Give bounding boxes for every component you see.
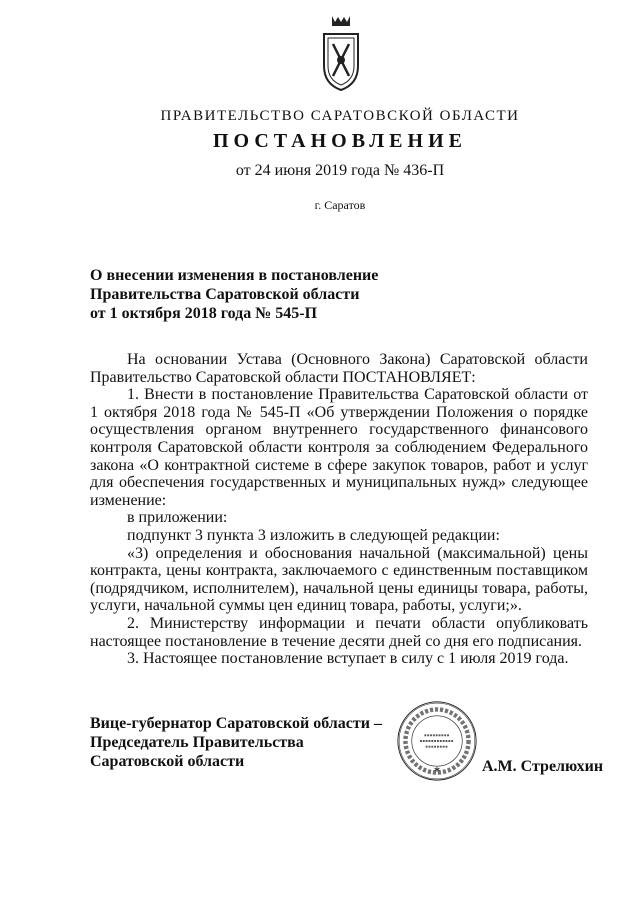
title-line: О внесении изменения в постановление bbox=[90, 267, 379, 284]
position-line: Председатель Правительства bbox=[90, 734, 304, 751]
title-line: Правительства Саратовской области bbox=[90, 286, 360, 303]
body-paragraph: На основании Устава (Основного Закона) Саратовской области Правительство Саратовской области ПОСТАНОВЛЯЕТ: bbox=[90, 351, 588, 386]
official-stamp bbox=[396, 700, 478, 782]
signatory-position bbox=[90, 714, 382, 771]
signatory-name: А.М. Стрелюхин bbox=[482, 758, 604, 775]
body-paragraph: 2. Министерству информации и печати области опубликовать настоящее постановление в течение десяти дней со дня его подписания. bbox=[90, 614, 588, 650]
coat-of-arms-emblem bbox=[318, 14, 364, 94]
document-date-number: от 24 июня 2019 года № 436-П bbox=[235, 162, 445, 179]
body-paragraph: 1. Внести в постановление Правительства Саратовской области от 1 октября 2018 года № 545-П «Об утверждении Положения о порядке осуществления органом внутреннего государственного финансового контроля Саратовской области контроля за соблюдением Федерального закона «О контрактной системе в сфере закупок товаров, работ и услуг для обеспечения государственных и муниципальных нужд» следующее изменение: bbox=[90, 386, 588, 509]
position-line: Саратовской области bbox=[90, 753, 245, 770]
document-body bbox=[90, 351, 588, 668]
position-line: Вице-губернатор Саратовской области – bbox=[90, 715, 382, 732]
body-paragraph: подпункт 3 пункта 3 изложить в следующей редакции: bbox=[127, 526, 500, 544]
document-type: ПОСТАНОВЛЕНИЕ bbox=[213, 130, 467, 152]
document-title bbox=[90, 266, 378, 323]
body-paragraph: «3) определения и обоснования начальной (максимальной) цены контракта, цены контракта, заключаемого с единственным поставщиком (подрядчиком, исполнителем), начальной цены единицы товара, работы, услуги, начальной суммы цен единиц товара, работы, услуги;». bbox=[90, 544, 588, 615]
document-city: г. Саратов bbox=[314, 198, 366, 212]
body-paragraph: в приложении: bbox=[127, 509, 228, 527]
government-name: ПРАВИТЕЛЬСТВО САРАТОВСКОЙ ОБЛАСТИ bbox=[160, 108, 520, 124]
body-paragraph: 3. Настоящее постановление вступает в силу с 1 июля 2019 года. bbox=[127, 650, 569, 668]
title-line: от 1 октября 2018 года № 545-П bbox=[90, 305, 318, 322]
